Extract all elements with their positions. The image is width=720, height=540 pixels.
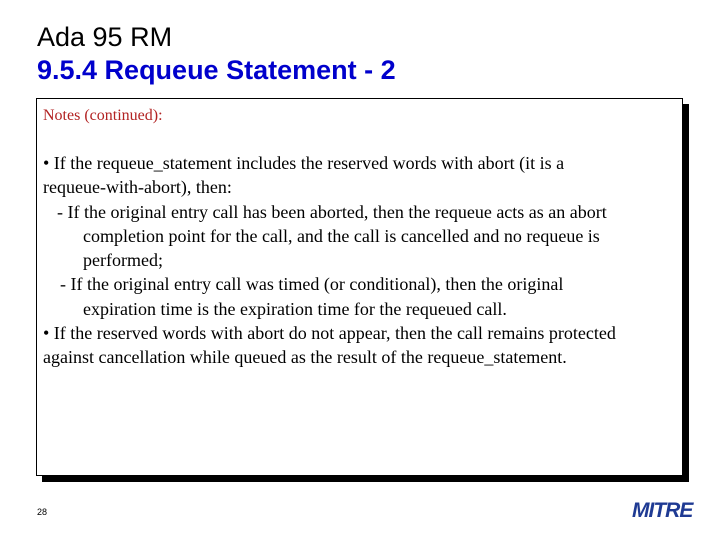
- notes-line: requeue-with-abort), then:: [43, 177, 232, 198]
- notes-heading: Notes (continued):: [43, 107, 163, 124]
- notes-line: expiration time is the expiration time for the requeued call.: [83, 298, 507, 319]
- slide-title-line2: 9.5.4 Requeue Statement - 2: [37, 55, 396, 85]
- notes-line: - If the original entry call has been aborted, then the requeue acts as an abort: [57, 201, 607, 222]
- page-number: 28: [37, 507, 48, 517]
- notes-line: performed;: [83, 250, 163, 271]
- notes-line: • If the requeue_statement includes the reserved words with abort (it is a: [43, 153, 565, 173]
- notes-line: against cancellation while queued as the result of the requeue_statement.: [43, 347, 567, 368]
- notes-line: • If the reserved words with abort do not appear, then the call remains protected: [43, 323, 616, 344]
- slide-title-line1: Ada 95 RM: [37, 22, 173, 52]
- notes-box: [36, 98, 683, 476]
- mitre-logo: MITRE: [632, 499, 693, 522]
- notes-line: - If the original entry call was timed (or conditional), then the original: [60, 274, 564, 295]
- notes-body: [43, 151, 683, 370]
- notes-line: completion point for the call, and the call is cancelled and no requeue is: [83, 225, 600, 246]
